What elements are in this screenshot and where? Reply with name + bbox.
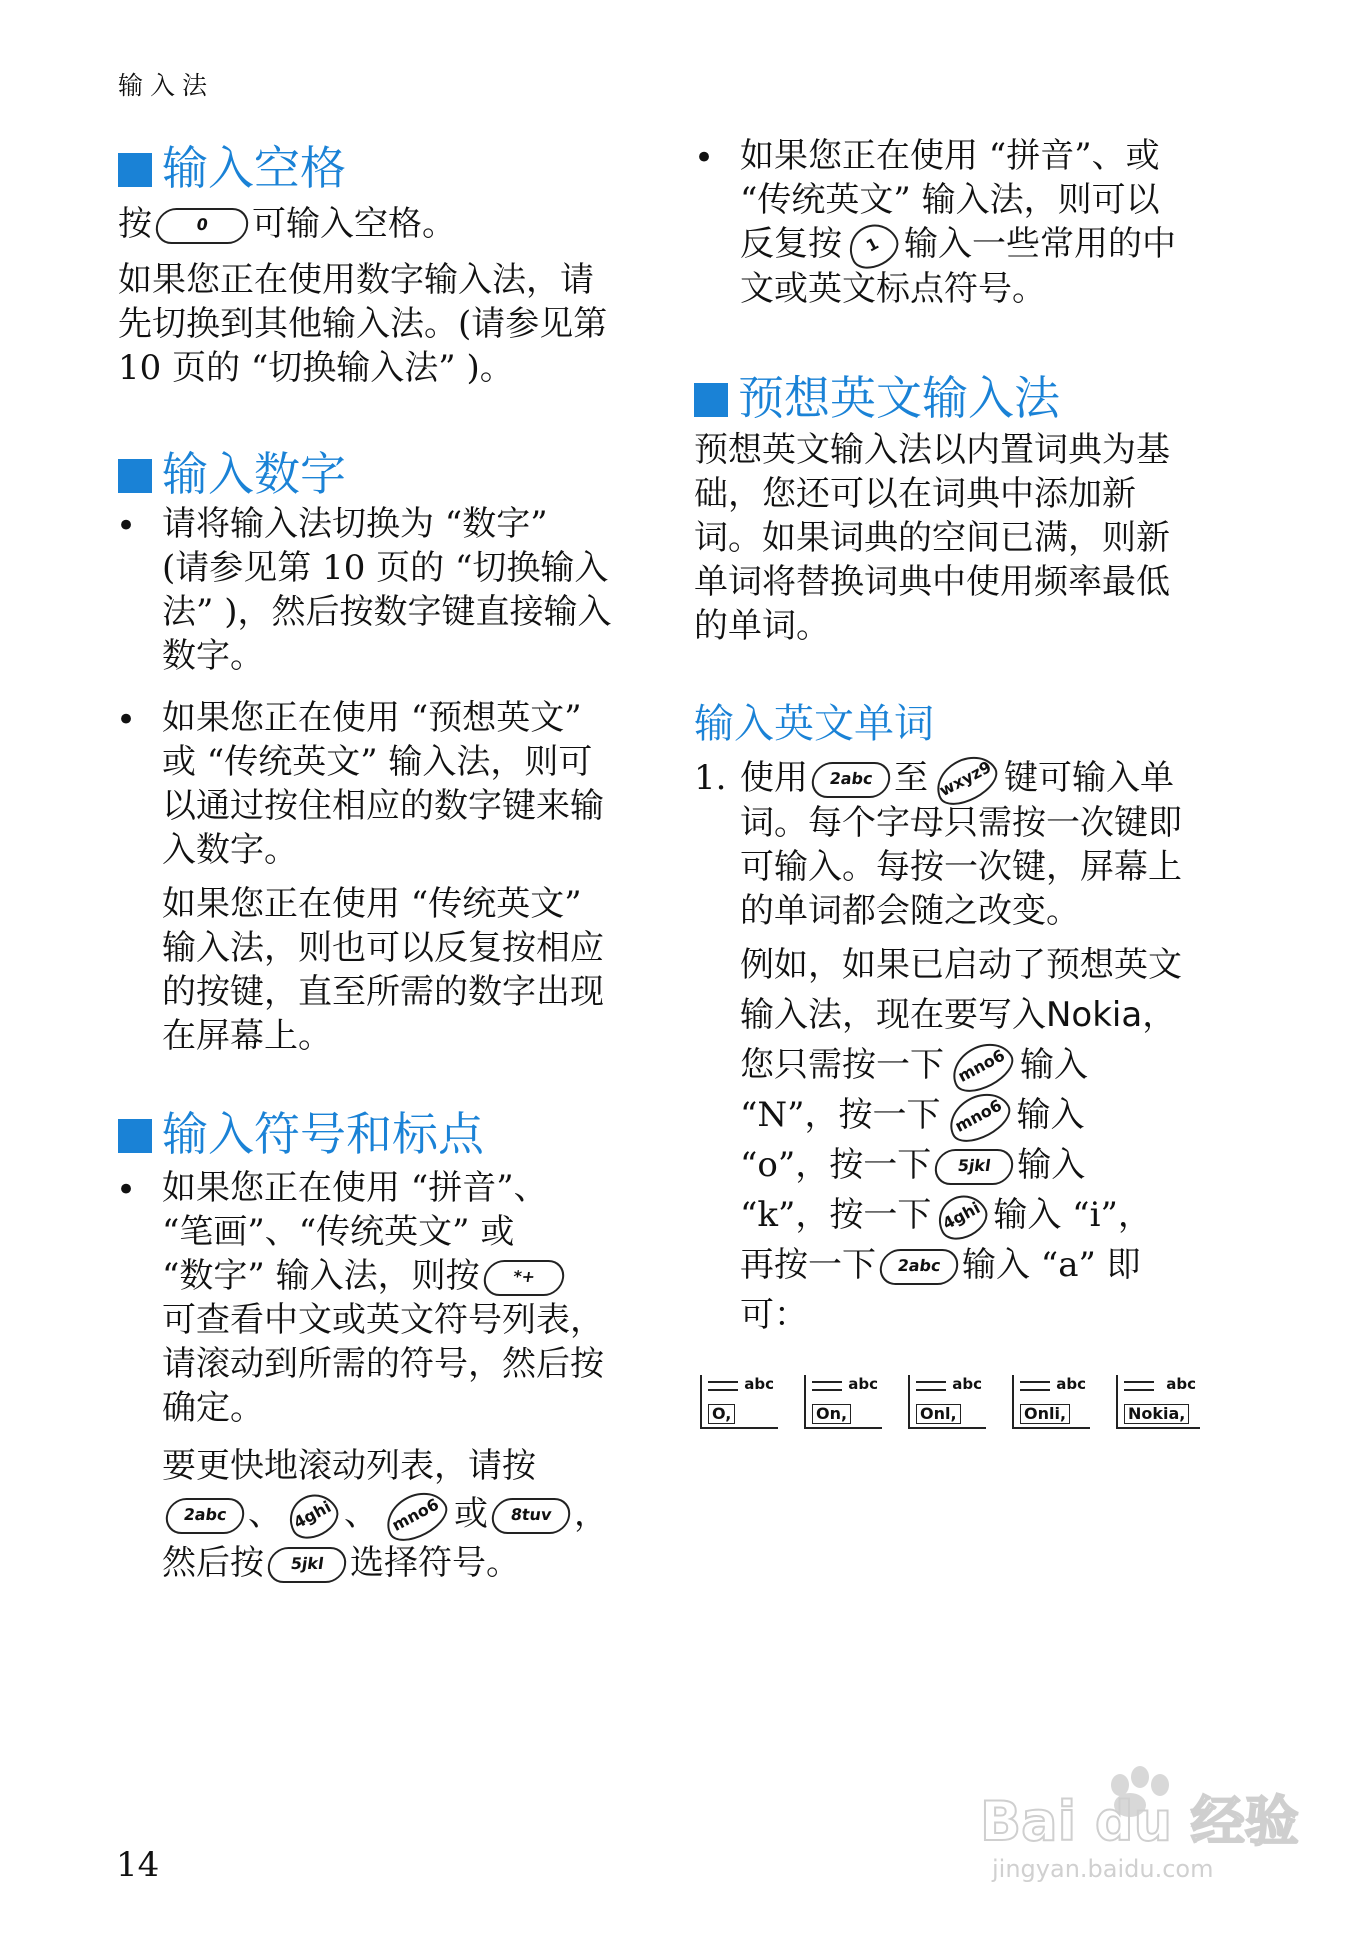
- key-wxyz9-icon: wxyz9: [928, 746, 1004, 813]
- paragraph: 如果您正在使用数字输入法，请 先切换到其他输入法。(请参见第 10 页的 “切换输入法” )。: [118, 260, 608, 388]
- key-star-icon: *+: [481, 1260, 566, 1296]
- phone-screen: abc On,: [804, 1375, 882, 1429]
- key-2abc-icon: 2abc: [809, 762, 892, 798]
- heading-input-space: 输入空格: [118, 132, 346, 198]
- svg-text:jingyan.baidu.com: jingyan.baidu.com: [992, 1855, 1214, 1883]
- bullet: •: [694, 138, 715, 178]
- running-head: 输入法: [118, 71, 215, 100]
- heading-square-icon: [118, 459, 152, 493]
- key-2abc-icon: 2abc: [877, 1249, 960, 1285]
- page-number: 14: [116, 1845, 160, 1885]
- signal-icon: [1020, 1381, 1050, 1391]
- heading-input-symbols: 输入符号和标点: [118, 1098, 484, 1164]
- bullet: •: [116, 506, 137, 546]
- key-2abc-icon: 2abc: [163, 1498, 246, 1534]
- heading-predictive-english: 预想英文输入法: [694, 362, 1060, 428]
- phone-screen: abc O,: [700, 1375, 778, 1429]
- key-5jkl-icon: 5jkl: [933, 1149, 1016, 1185]
- phone-screen: abc Nokia,: [1116, 1375, 1200, 1429]
- list-number: 1.: [694, 758, 727, 798]
- baidu-watermark: [970, 1755, 1300, 1885]
- bullet: •: [116, 1170, 137, 1210]
- key-4ghi-icon: 4ghi: [281, 1486, 345, 1547]
- baidu-paw-logo-icon: [970, 1755, 1300, 1885]
- svg-text:Bai du 经验: Bai du 经验: [980, 1790, 1299, 1853]
- heading-square-icon: [118, 1119, 152, 1153]
- key-8tuv-icon: 8tuv: [489, 1498, 572, 1534]
- paragraph: 预想英文输入法以内置词典为基 础，您还可以在词典中添加新 词。如果词典的空间已满，则新 单词将替换词典中使用频率最低 的单词。: [694, 430, 1170, 646]
- heading-square-icon: [118, 153, 152, 187]
- heading-input-numbers: 输入数字: [118, 438, 346, 504]
- signal-icon: [1124, 1381, 1154, 1391]
- key-mno6-icon: mno6: [940, 1083, 1016, 1150]
- bullet: •: [116, 700, 137, 740]
- screen-sequence: [700, 1375, 1220, 1445]
- key-mno6-icon: mno6: [944, 1033, 1020, 1100]
- list-item: 如果您正在使用 “拼音”、或 “传统英文” 输入法，则可以 反复按 1 输入一些常用的中 文或英文标点符号。: [740, 136, 1176, 309]
- paragraph: 要更快地滚动列表，请按 2abc 、 4ghi 、 mno6 或 8tuv ， 然后按 5jkl 选择符号。: [162, 1446, 608, 1583]
- signal-icon: [708, 1381, 738, 1391]
- paragraph: 按 0 可输入空格。: [118, 204, 456, 244]
- list-item: 如果您正在使用 “预想英文” 或 “传统英文” 输入法，则可 以通过按住相应的数字键来输 入数字。: [162, 698, 604, 870]
- key-0-icon: 0: [153, 208, 250, 244]
- key-4ghi-icon: 4ghi: [930, 1187, 994, 1248]
- list-item: 请将输入法切换为 “数字” (请参见第 10 页的 “切换输入 法” )，然后按数字键直接输入 数字。: [162, 504, 612, 676]
- example-paragraph: 例如，如果已启动了预想英文 输入法，现在要写入Nokia， 您只需按一下 mno6 输入 “N”，按一下 mno6 输入 “o”，按一下 5jkl 输入 “k”，按一下 4ghi 输入 “i”， 再按一下 2abc 输入 “a” 即 可：: [740, 945, 1182, 1335]
- paragraph: 如果您正在使用 “传统英文” 输入法，则也可以反复按相应 的按键，直至所需的数字出现 在屏幕上。: [162, 884, 604, 1056]
- signal-icon: [812, 1381, 842, 1391]
- list-item: 使用 2abc 至 wxyz9 键可输入单 词。每个字母只需按一次键即 可输入。每按一次键，屏幕上 的单词都会随之改变。: [740, 756, 1182, 933]
- heading-square-icon: [694, 383, 728, 417]
- key-5jkl-icon: 5jkl: [265, 1547, 348, 1583]
- phone-screen: abc Onli,: [1012, 1375, 1090, 1429]
- phone-screen: abc Onl,: [908, 1375, 986, 1429]
- key-mno6-icon: mno6: [378, 1482, 454, 1549]
- subheading-input-english-word: 输入英文单词: [694, 701, 934, 747]
- signal-icon: [916, 1381, 946, 1391]
- key-1-icon: 1: [841, 216, 905, 277]
- list-item: 如果您正在使用 “拼音”、 “笔画”、“传统英文” 或 “数字” 输入法，则按 *+ 可查看中文或英文符号列表， 请滚动到所需的符号，然后按 确定。: [162, 1168, 604, 1428]
